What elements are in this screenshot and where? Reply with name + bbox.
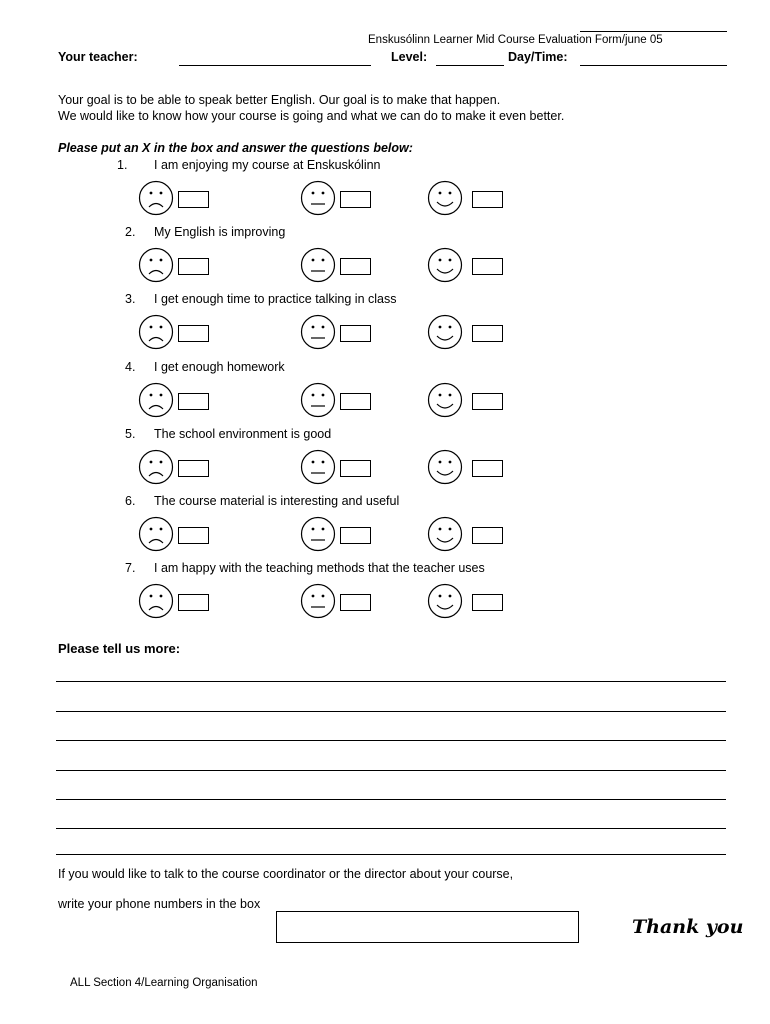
form-title: Enskusólinn Learner Mid Course Evaluation Form/june 05: [368, 34, 663, 46]
sad-face-icon: [138, 180, 174, 216]
rating-checkbox[interactable]: [472, 325, 503, 342]
daytime-label: Day/Time:: [508, 50, 568, 64]
neutral-face-icon: [300, 314, 336, 350]
question-item: [0, 360, 770, 427]
question-number: 6.: [125, 494, 136, 508]
sad-face-icon: [138, 247, 174, 283]
question-text: I get enough time to practice talking in class: [154, 292, 397, 306]
rating-checkbox[interactable]: [340, 258, 371, 275]
rating-checkbox[interactable]: [178, 258, 209, 275]
question-text: The school environment is good: [154, 427, 332, 441]
intro-line-1: Your goal is to be able to speak better English. Our goal is to make that happen.: [58, 93, 501, 107]
neutral-face-icon: [300, 382, 336, 418]
thank-you-text: Thank you: [632, 916, 744, 938]
footer-text: ALL Section 4/Learning Organisation: [70, 977, 258, 989]
sad-face-icon: [138, 382, 174, 418]
neutral-face-icon: [300, 583, 336, 619]
rating-checkbox[interactable]: [340, 594, 371, 611]
teacher-label: Your teacher:: [58, 50, 138, 64]
neutral-face-icon: [300, 247, 336, 283]
contact-line-1: If you would like to talk to the course coordinator or the director about your course,: [58, 867, 514, 881]
question-text: The course material is interesting and useful: [154, 494, 400, 508]
rating-checkbox[interactable]: [472, 594, 503, 611]
rating-checkbox[interactable]: [472, 527, 503, 544]
top-right-blank-line: [580, 31, 727, 32]
happy-face-icon: [427, 247, 463, 283]
neutral-face-icon: [300, 449, 336, 485]
question-item: [0, 158, 770, 225]
rating-checkbox[interactable]: [178, 460, 209, 477]
sad-face-icon: [138, 583, 174, 619]
question-item: [0, 561, 770, 628]
sad-face-icon: [138, 516, 174, 552]
rating-checkbox[interactable]: [340, 191, 371, 208]
comment-line[interactable]: [56, 711, 726, 712]
question-text: I get enough homework: [154, 360, 285, 374]
comment-line[interactable]: [56, 770, 726, 771]
question-item: [0, 225, 770, 292]
question-number: 1.: [117, 158, 128, 172]
happy-face-icon: [427, 382, 463, 418]
instruction: Please put an X in the box and answer the questions below:: [58, 141, 413, 155]
rating-checkbox[interactable]: [472, 191, 503, 208]
comment-line[interactable]: [56, 854, 726, 855]
rating-checkbox[interactable]: [178, 393, 209, 410]
level-field[interactable]: [436, 65, 504, 66]
comment-line[interactable]: [56, 740, 726, 741]
happy-face-icon: [427, 180, 463, 216]
rating-checkbox[interactable]: [472, 460, 503, 477]
comment-line[interactable]: [56, 799, 726, 800]
rating-checkbox[interactable]: [178, 527, 209, 544]
happy-face-icon: [427, 583, 463, 619]
question-item: [0, 427, 770, 494]
question-text: I am happy with the teaching methods that the teacher uses: [154, 561, 485, 575]
rating-checkbox[interactable]: [340, 393, 371, 410]
more-label: Please tell us more:: [58, 641, 181, 656]
daytime-field[interactable]: [580, 65, 727, 66]
rating-checkbox[interactable]: [178, 191, 209, 208]
happy-face-icon: [427, 516, 463, 552]
question-number: 5.: [125, 427, 136, 441]
sad-face-icon: [138, 314, 174, 350]
comment-line[interactable]: [56, 681, 726, 682]
neutral-face-icon: [300, 516, 336, 552]
level-label: Level:: [391, 50, 428, 64]
question-item: [0, 292, 770, 359]
rating-checkbox[interactable]: [340, 527, 371, 544]
question-text: I am enjoying my course at Enskuskólinn: [154, 158, 381, 172]
sad-face-icon: [138, 449, 174, 485]
intro-line-2: We would like to know how your course is going and what we can do to make it even better.: [58, 109, 565, 123]
question-number: 4.: [125, 360, 136, 374]
contact-line-2: write your phone numbers in the box: [58, 897, 261, 911]
comment-line[interactable]: [56, 828, 726, 829]
rating-checkbox[interactable]: [340, 460, 371, 477]
teacher-field[interactable]: [179, 65, 371, 66]
happy-face-icon: [427, 314, 463, 350]
question-number: 2.: [125, 225, 136, 239]
rating-checkbox[interactable]: [472, 393, 503, 410]
happy-face-icon: [427, 449, 463, 485]
question-number: 7.: [125, 561, 136, 575]
question-text: My English is improving: [154, 225, 286, 239]
neutral-face-icon: [300, 180, 336, 216]
rating-checkbox[interactable]: [178, 594, 209, 611]
phone-number-box[interactable]: [276, 911, 579, 943]
rating-checkbox[interactable]: [472, 258, 503, 275]
rating-checkbox[interactable]: [340, 325, 371, 342]
question-number: 3.: [125, 292, 136, 306]
question-item: [0, 494, 770, 561]
rating-checkbox[interactable]: [178, 325, 209, 342]
